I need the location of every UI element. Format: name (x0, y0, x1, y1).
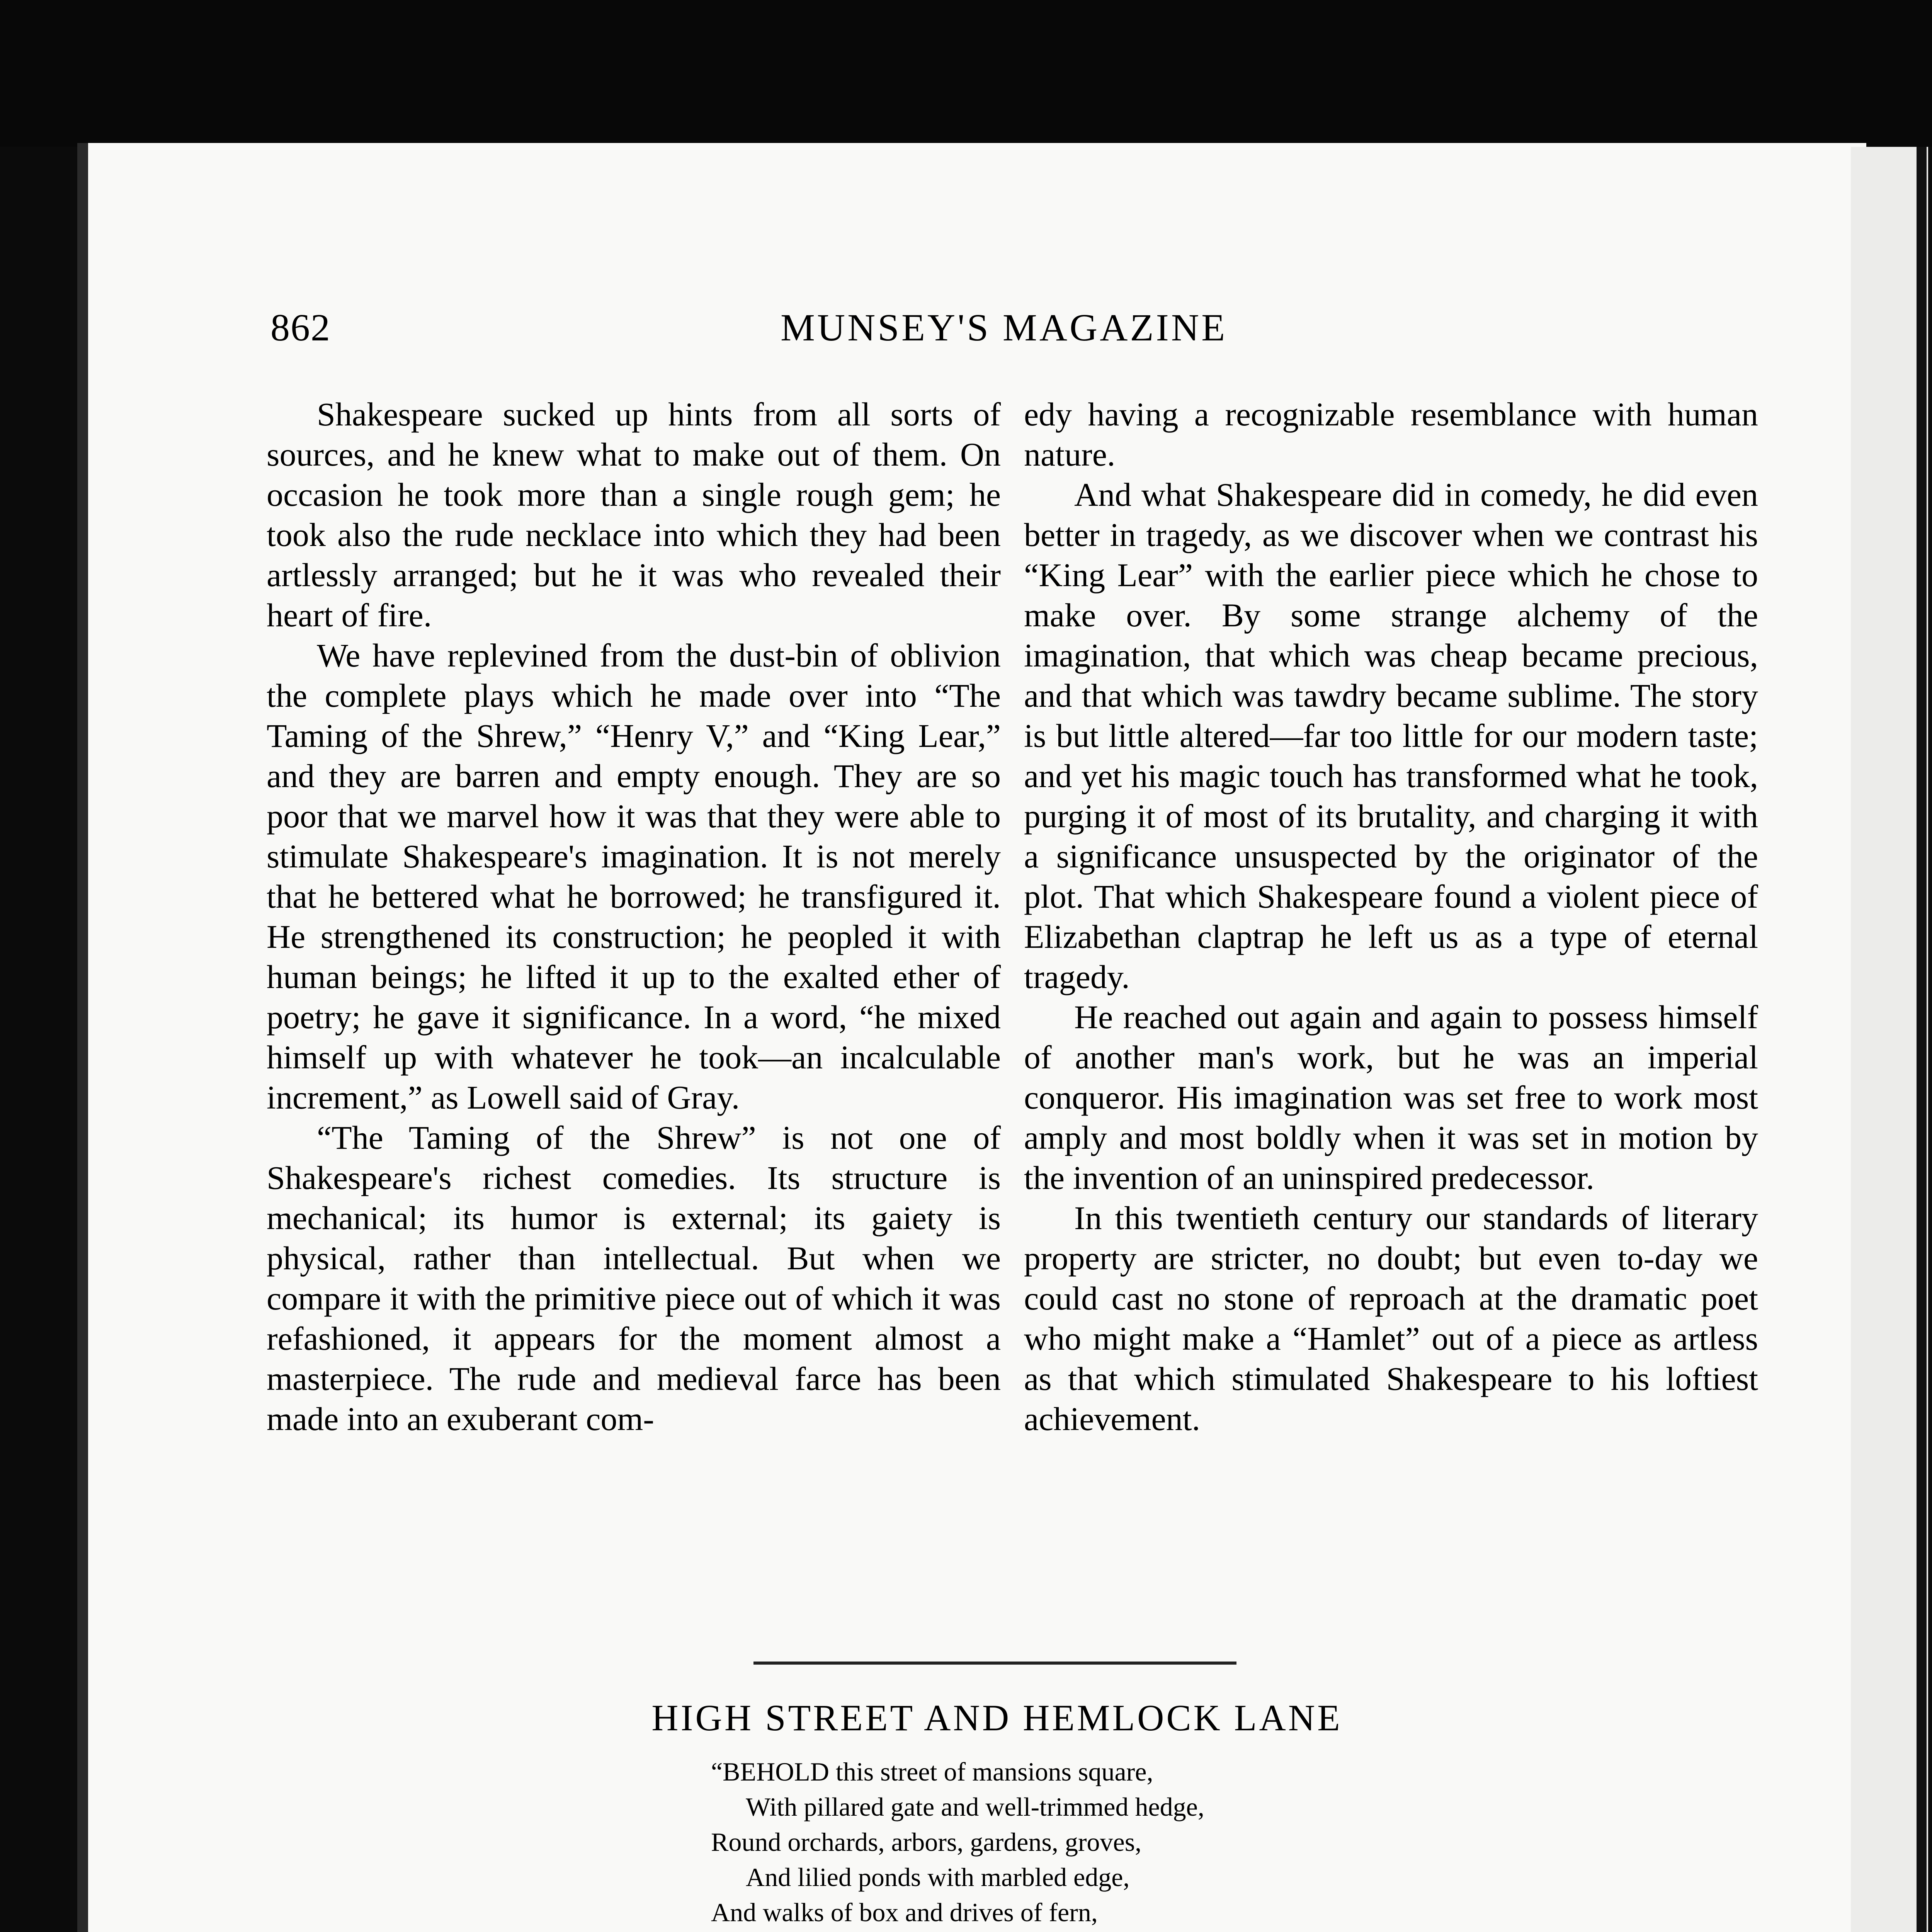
right-column (1024, 394, 1758, 1439)
paragraph: He reached out again and again to possess himself of another man's work, but he was an imperial conqueror. His imagination was set free to work most amply and most boldly when it was set in motion by the invention of an uninspired predecessor. (1024, 998, 1758, 1196)
poem-line: And lilied ponds with marbled edge, (746, 1862, 1130, 1892)
poem-line: “BEHOLD this street of mansions square, (711, 1757, 1153, 1786)
left-column (267, 394, 1001, 1439)
paragraph: In this twentieth century our standards of literary property are stricter, no doubt; but even to-day we could cast no stone of reproach at the dramatic poet who might make a “Hamlet” out of a piece as artless as that which stimulated Shakespeare to his loftiest achievement. (1024, 1199, 1758, 1437)
paragraph: Shakespeare sucked up hints from all sorts of sources, and he knew what to make out of them. On occasion he took more than a single rough gem; he took also the rude necklace into which they had been artlessly arranged; but he it was who revealed their heart of fire. (267, 396, 1001, 634)
paragraph: We have replevined from the dust-bin of oblivion the complete plays which he made over into “The Taming of the Shrew,” “Henry V,” and “King Lear,” and they are barren and empty enough. They are so poor that we marvel how it was that they were able to stimulate Shakespeare's imagination. It is not merely that he bettered what he borrowed; he transfigured it. He strengthened its construction; he peopled it with human beings; he lifted it up to the exalted ether of poetry; he gave it significance. In a word, “he mixed himself up with whatever he took—an incalculable increment,” as Lowell said of Gray. (267, 637, 1001, 1116)
section-divider (753, 1662, 1236, 1665)
binding-line (1917, 147, 1927, 1932)
poem-line: Round orchards, arbors, gardens, groves, (711, 1827, 1142, 1857)
stanza (711, 1754, 1406, 1932)
paragraph: “The Taming of the Shrew” is not one of Shakespeare's richest comedies. Its structure is mechanical; its humor is external; its gaiety is physical, rather than intellectual. But when we compare it with the primitive piece out of which it was refashioned, it appears for the moment almost a masterpiece. The rude and medieval farce has been made into an exuberant com- (267, 1119, 1001, 1437)
scan-background-top (0, 0, 1932, 147)
running-header (193, 305, 1248, 359)
poem-line: With pillared gate and well-trimmed hedge, (746, 1792, 1204, 1821)
paragraph: And what Shakespeare did in comedy, he did even better in tragedy, as we discover when we contrast his “King Lear” with the earlier piece which he chose to make over. By some strange alchemy of the imagination, that which was cheap became precious, and that which was tawdry became sublime. The story is but little altered—far too little for our modern taste; and yet his magic touch has transformed what he took, purging it of most of its brutality, and charging it with a significance unsuspected by the originator of the plot. That which Shakespeare found a violent piece of Elizabethan claptrap he left us as a type of eternal tragedy. (1024, 476, 1758, 995)
poem-line: And walks of box and drives of fern, (711, 1898, 1098, 1927)
page-number: 862 (270, 306, 331, 349)
page-left-edge (77, 143, 88, 1932)
poem-title: HIGH STREET AND HEMLOCK LANE (651, 1697, 1342, 1738)
paragraph: edy having a recognizable resemblance with human nature. (1024, 396, 1758, 473)
poem-line (711, 1930, 1406, 1932)
poem-body (711, 1754, 1406, 1932)
magazine-title: MUNSEY'S MAGAZINE (781, 306, 1228, 349)
